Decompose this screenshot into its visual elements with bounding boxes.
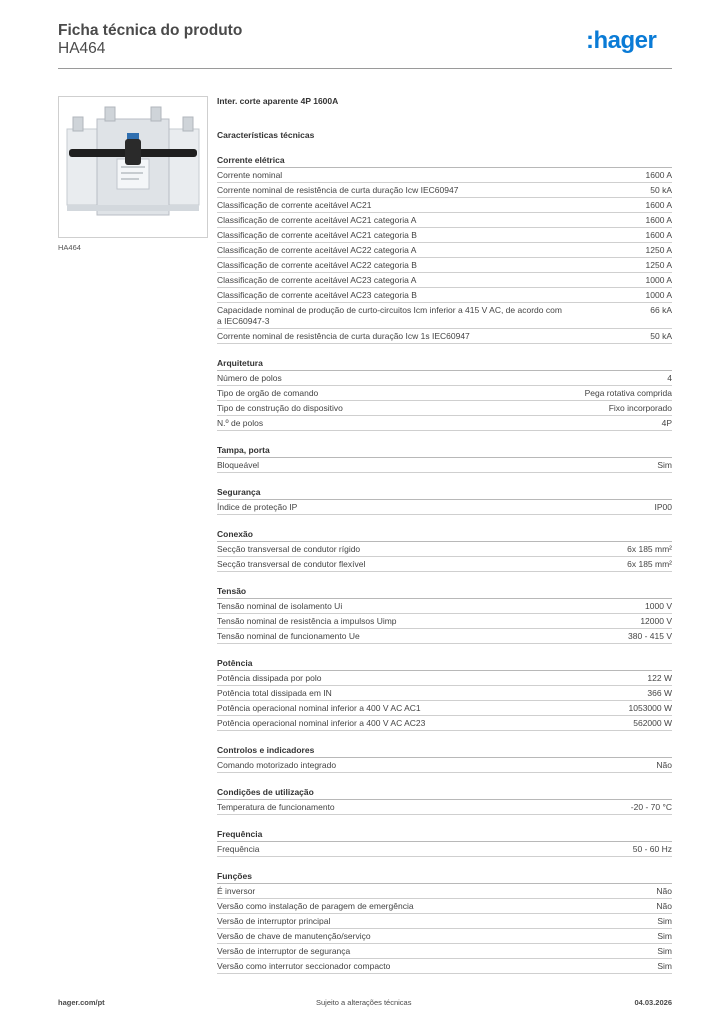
spec-label: Corrente nominal (217, 170, 283, 180)
spec-label: N.º de polos (217, 418, 264, 428)
spec-label: Secção transversal de condutor rígido (217, 544, 361, 554)
spec-row (217, 243, 672, 258)
spec-row (217, 371, 672, 386)
product-code: HA464 (58, 40, 106, 57)
spec-label: Tensão nominal de funcionamento Ue (217, 631, 360, 641)
spec-section (217, 744, 672, 773)
spec-value: Sim (657, 460, 672, 470)
spec-row (217, 758, 672, 773)
spec-label: Potência operacional nominal inferior a 400 V AC AC23 (217, 718, 426, 728)
spec-value: 380 - 415 V (628, 631, 672, 641)
spec-label: Número de polos (217, 373, 282, 383)
spec-row (217, 542, 672, 557)
section-title: Tensão (217, 585, 672, 599)
spec-row (217, 288, 672, 303)
spec-label: Tipo de orgão de comando (217, 388, 319, 398)
spec-row (217, 671, 672, 686)
spec-label: Frequência (217, 844, 260, 854)
spec-label: Classificação de corrente aceitável AC21 categoria A (217, 215, 417, 225)
spec-row (217, 401, 672, 416)
spec-label: Corrente nominal de resistência de curta duração Icw IEC60947 (217, 185, 459, 195)
spec-section (217, 444, 672, 473)
spec-label: Versão como instalação de paragem de emergência (217, 901, 414, 911)
spec-label: Potência total dissipada em IN (217, 688, 332, 698)
spec-row (217, 800, 672, 815)
spec-section (217, 870, 672, 974)
section-title: Conexão (217, 528, 672, 542)
spec-section (217, 657, 672, 731)
page-header (58, 22, 672, 58)
spec-row (217, 629, 672, 644)
spec-value: Sim (657, 931, 672, 941)
spec-value: 1053000 W (628, 703, 672, 713)
page-title: Ficha técnica do produto (58, 22, 243, 39)
spec-section (217, 528, 672, 572)
section-title: Funções (217, 870, 672, 884)
spec-value: 4 (667, 373, 672, 383)
product-image (58, 96, 208, 238)
spec-label: Corrente nominal de resistência de curta duração Icw 1s IEC60947 (217, 331, 470, 341)
spec-value: 1250 A (645, 245, 672, 255)
spec-label: Versão de interruptor de segurança (217, 946, 351, 956)
spec-value: IP00 (654, 502, 672, 512)
spec-value: Não (656, 886, 672, 896)
spec-value: Não (656, 760, 672, 770)
spec-row (217, 258, 672, 273)
spec-section (217, 786, 672, 815)
spec-label: Bloqueável (217, 460, 260, 470)
spec-value: 1600 A (645, 170, 672, 180)
spec-row (217, 701, 672, 716)
spec-row (217, 959, 672, 974)
spec-row (217, 458, 672, 473)
spec-value: 4P (661, 418, 672, 428)
spec-row (217, 944, 672, 959)
spec-row (217, 884, 672, 899)
spec-value: Fixo incorporado (608, 403, 672, 413)
spec-row (217, 228, 672, 243)
spec-label: Temperatura de funcionamento (217, 802, 335, 812)
spec-value: 1600 A (645, 230, 672, 240)
spec-value: 562000 W (633, 718, 672, 728)
spec-value: Não (656, 901, 672, 911)
section-title: Arquitetura (217, 357, 672, 371)
spec-row (217, 213, 672, 228)
section-title: Frequência (217, 828, 672, 842)
spec-value: -20 - 70 °C (630, 802, 672, 812)
section-title: Segurança (217, 486, 672, 500)
spec-value: Sim (657, 946, 672, 956)
image-caption: HA464 (58, 243, 81, 252)
hager-logo (586, 28, 672, 54)
spec-label: Capacidade nominal de produção de curto-circuitos Icm inferior a 415 V AC, de acordo com a IEC60947-3 (217, 305, 562, 326)
spec-value: 50 - 60 Hz (632, 844, 672, 854)
spec-value: Pega rotativa comprida (584, 388, 672, 398)
svg-text::hager: :hager (586, 28, 657, 54)
section-title: Condições de utilização (217, 786, 672, 800)
spec-label: Potência dissipada por polo (217, 673, 322, 683)
spec-row (217, 899, 672, 914)
spec-value: 1250 A (645, 260, 672, 270)
spec-label: Tensão nominal de resistência a impulsos Uimp (217, 616, 397, 626)
spec-value: 66 kA (650, 305, 672, 315)
spec-value: 1600 A (645, 215, 672, 225)
spec-label: Versão de chave de manutenção/serviço (217, 931, 371, 941)
spec-label: É inversor (217, 886, 256, 896)
product-name: Inter. corte aparente 4P 1600A (217, 96, 339, 106)
spec-row (217, 198, 672, 213)
spec-value: Sim (657, 916, 672, 926)
spec-row (217, 168, 672, 183)
spec-value: 50 kA (650, 331, 672, 341)
spec-row (217, 929, 672, 944)
spec-value: 1000 V (645, 601, 672, 611)
tech-characteristics-title: Características técnicas (217, 130, 315, 140)
spec-section (217, 585, 672, 644)
header-divider (58, 68, 672, 69)
spec-row (217, 273, 672, 288)
spec-row (217, 914, 672, 929)
spec-section (217, 828, 672, 857)
spec-value: 6x 185 mm² (627, 544, 672, 554)
footer-disclaimer: Sujeito a alterações técnicas (316, 998, 412, 1007)
section-title: Controlos e indicadores (217, 744, 672, 758)
spec-label: Secção transversal de condutor flexível (217, 559, 366, 569)
spec-row (217, 557, 672, 572)
spec-row (217, 614, 672, 629)
spec-row (217, 386, 672, 401)
spec-label: Classificação de corrente aceitável AC23 categoria B (217, 290, 417, 300)
spec-label: Versão como interrutor seccionador compacto (217, 961, 391, 971)
spec-value: 1000 A (645, 275, 672, 285)
spec-content (217, 95, 672, 974)
spec-row (217, 842, 672, 857)
spec-value: 12000 V (640, 616, 672, 626)
spec-label: Classificação de corrente aceitável AC23 categoria A (217, 275, 417, 285)
spec-label: Índice de proteção IP (217, 502, 298, 512)
spec-value: 366 W (647, 688, 672, 698)
spec-value: 1600 A (645, 200, 672, 210)
section-title: Tampa, porta (217, 444, 672, 458)
spec-row (217, 303, 672, 329)
spec-row (217, 716, 672, 731)
spec-label: Comando motorizado integrado (217, 760, 337, 770)
spec-label: Classificação de corrente aceitável AC22 categoria B (217, 260, 417, 270)
spec-label: Potência operacional nominal inferior a 400 V AC AC1 (217, 703, 421, 713)
spec-row (217, 599, 672, 614)
spec-label: Tensão nominal de isolamento Ui (217, 601, 343, 611)
spec-value: 1000 A (645, 290, 672, 300)
spec-label: Classificação de corrente aceitável AC21 (217, 200, 372, 210)
spec-value: 122 W (647, 673, 672, 683)
spec-label: Classificação de corrente aceitável AC21 categoria B (217, 230, 417, 240)
spec-row (217, 329, 672, 344)
spec-value: 50 kA (650, 185, 672, 195)
spec-value: 6x 185 mm² (627, 559, 672, 569)
spec-value: Sim (657, 961, 672, 971)
spec-label: Classificação de corrente aceitável AC22 categoria A (217, 245, 417, 255)
spec-section (217, 486, 672, 515)
section-title: Corrente elétrica (217, 154, 672, 168)
spec-label: Versão de interruptor principal (217, 916, 331, 926)
spec-section (217, 357, 672, 431)
spec-row (217, 416, 672, 431)
footer-website: hager.com/pt (58, 998, 105, 1007)
spec-row (217, 686, 672, 701)
spec-row (217, 183, 672, 198)
footer-date: 04.03.2026 (634, 998, 672, 1007)
spec-label: Tipo de construção do dispositivo (217, 403, 343, 413)
section-title: Potência (217, 657, 672, 671)
spec-section (217, 154, 672, 344)
spec-row (217, 500, 672, 515)
spec-sections (217, 154, 672, 974)
